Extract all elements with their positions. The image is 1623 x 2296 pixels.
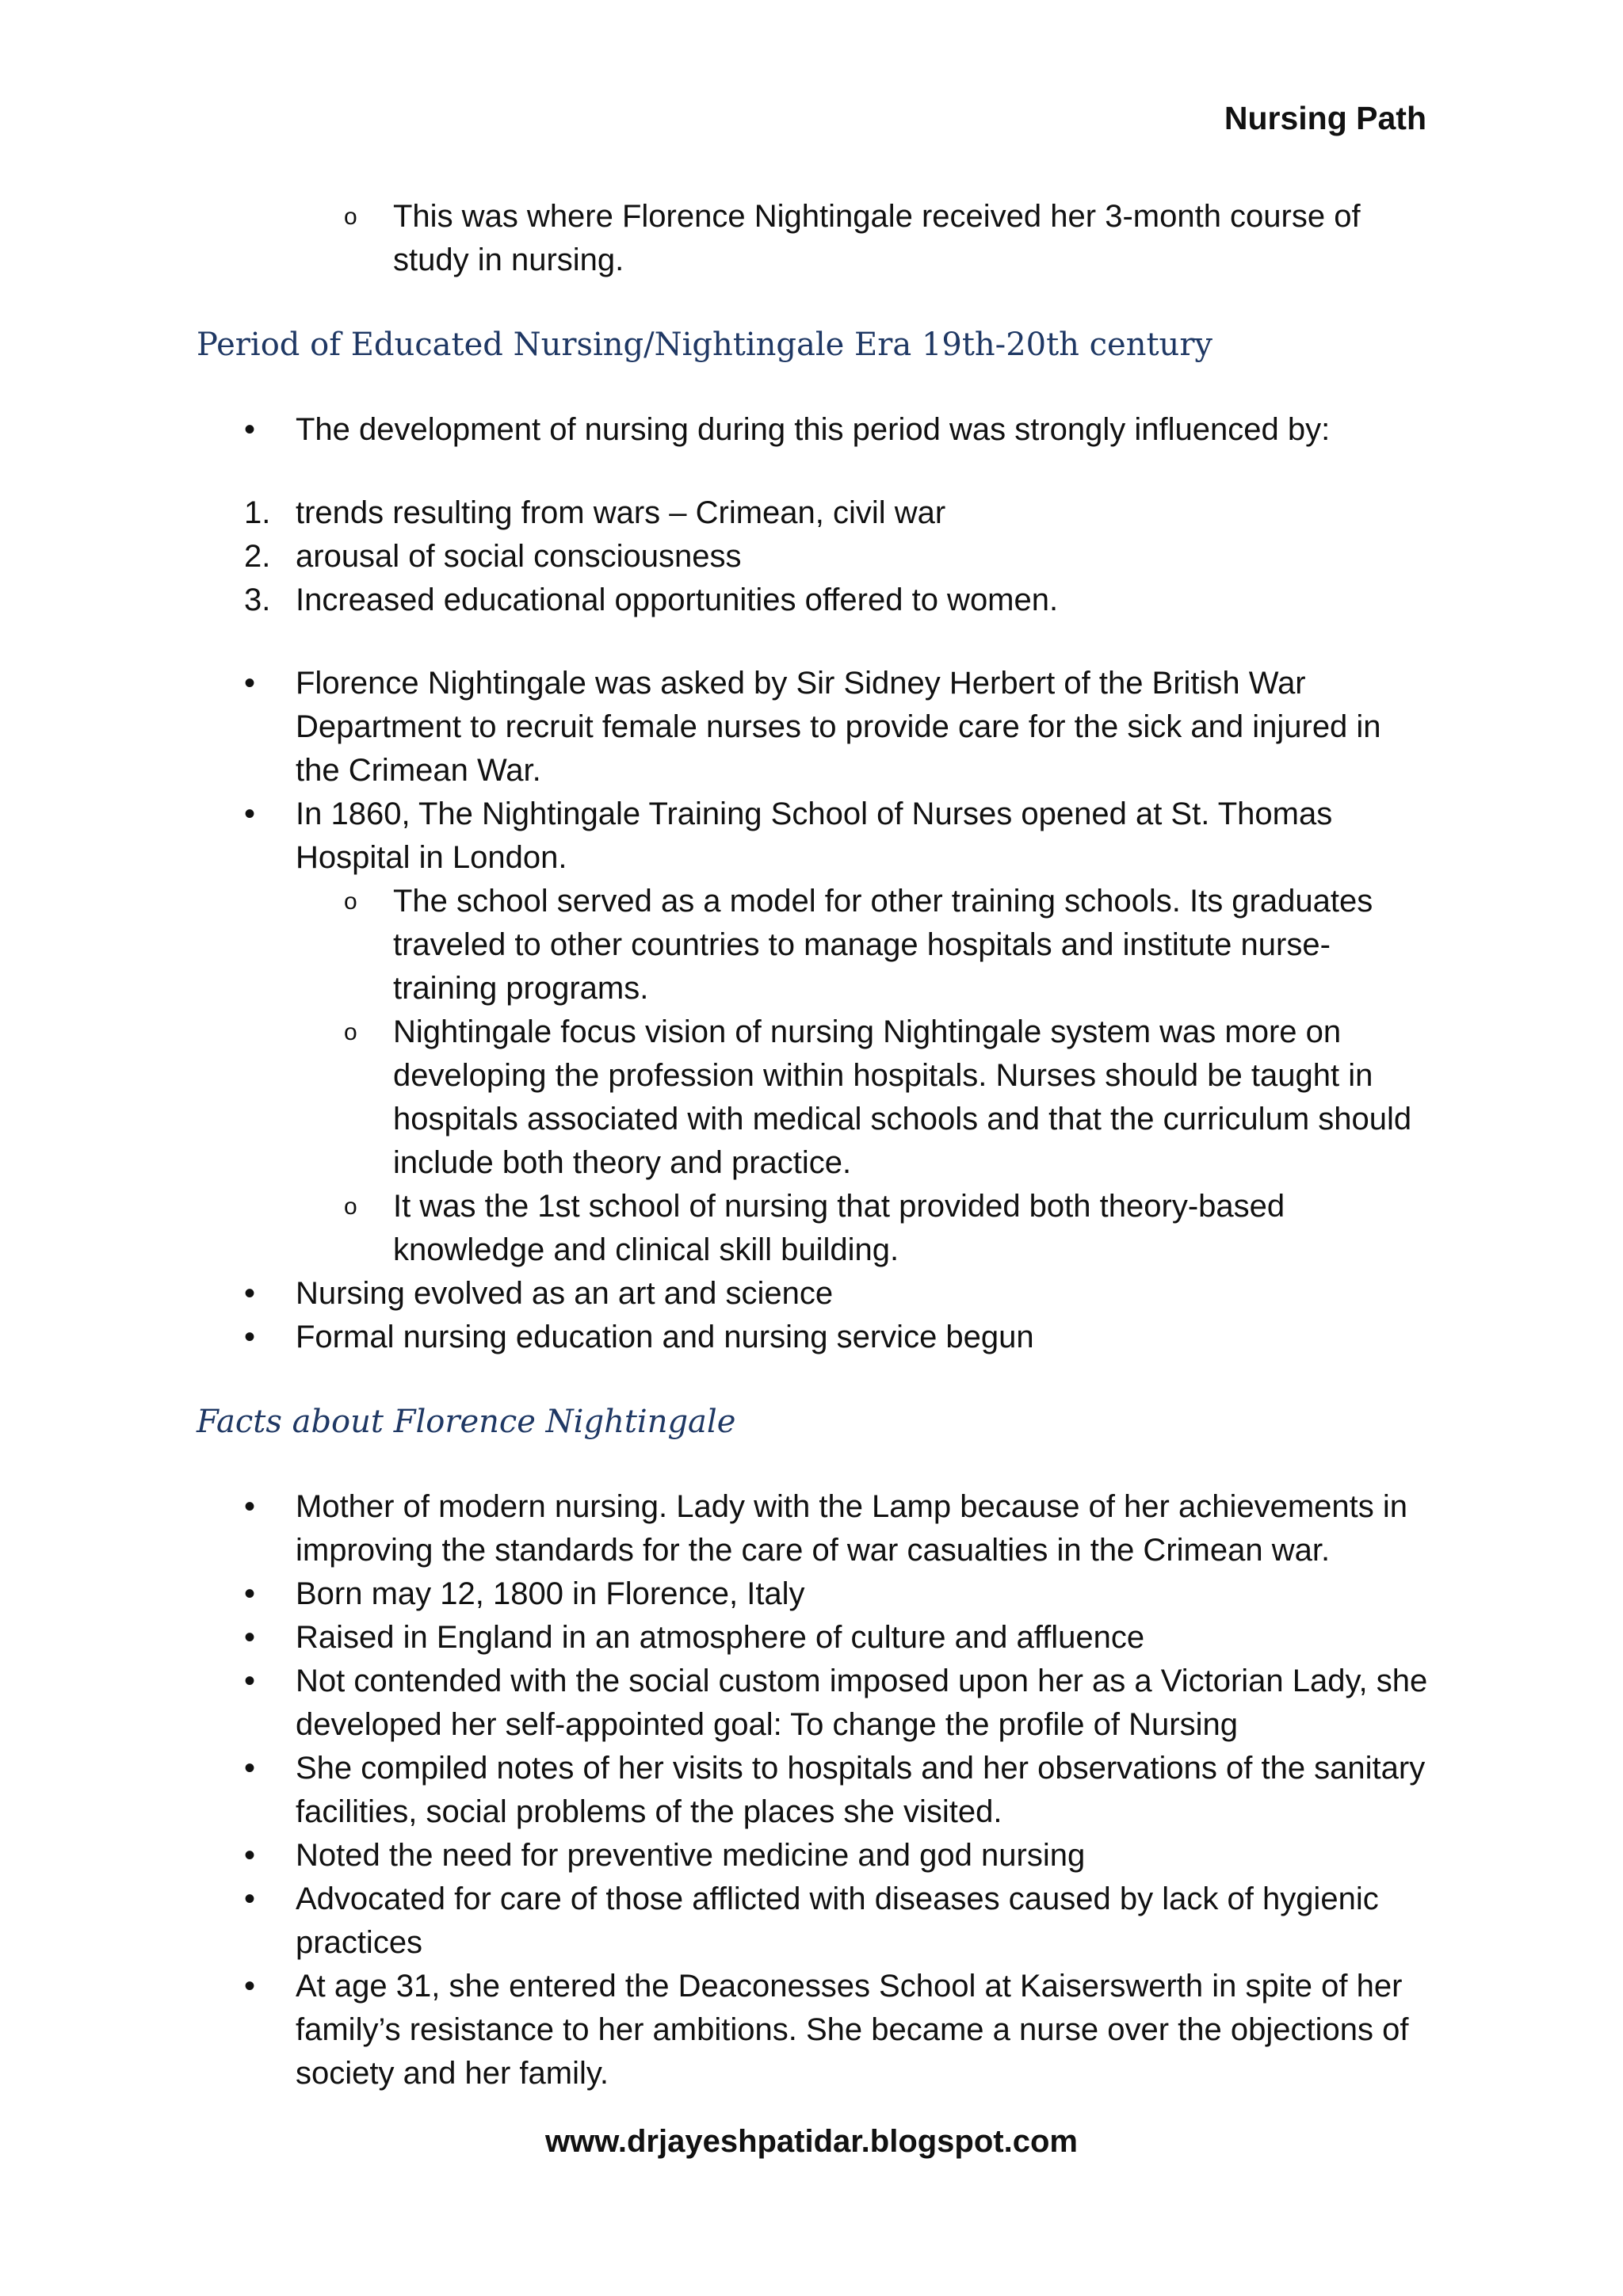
list-number: 2. (244, 539, 271, 574)
section-heading: Facts about Florence Nightingale (197, 1404, 736, 1440)
bullet-icon: • (244, 797, 256, 831)
bullet-text: The development of nursing during this period was strongly influenced by: (296, 412, 1331, 447)
bullet-icon: • (244, 666, 256, 701)
bullet-item (197, 662, 1433, 793)
circle-bullet-icon: o (344, 204, 357, 230)
bullet-text: She compiled notes of her visits to hospitals and her observations of the sanitary facilities, social problems of the places she visited. (296, 1751, 1426, 1829)
bullet-icon: • (244, 1838, 256, 1873)
bullet-text: Florence Nightingale was asked by Sir Sidney Herbert of the British War Department to recruit female nurses to provide care for the sick and injured in the Crimean War. (296, 666, 1381, 788)
sub-bullet-text: The school served as a model for other training schools. Its graduates traveled to other countries to manage hospitals and institute nurse-training programs. (393, 884, 1373, 1006)
bullet-icon: • (244, 1664, 256, 1698)
bullet-item (197, 1878, 1433, 1965)
page-content (197, 195, 1433, 2095)
bullet-text: Formal nursing education and nursing service begun (296, 1320, 1034, 1354)
numbered-text: trends resulting from wars – Crimean, civil war (296, 495, 946, 530)
bullet-text: Mother of modern nursing. Lady with the Lamp because of her achievements in improving the standards for the care of war casualties in the Crimean war. (296, 1489, 1408, 1568)
sub-bullet-text: It was the 1st school of nursing that provided both theory-based knowledge and clinical skill building. (393, 1189, 1285, 1267)
bullet-text: Raised in England in an atmosphere of culture and affluence (296, 1620, 1145, 1655)
bullet-item (197, 1660, 1433, 1747)
circle-bullet-icon: o (344, 888, 357, 915)
sub-bullet-item (197, 1010, 1433, 1185)
bullet-text: In 1860, The Nightingale Training School of Nurses opened at St. Thomas Hospital in London. (296, 797, 1333, 875)
bullet-icon: • (244, 1320, 256, 1354)
bullet-icon: • (244, 1620, 256, 1655)
bullet-icon: • (244, 412, 256, 447)
header-title: Nursing Path (1224, 100, 1426, 136)
bullet-text: Not contended with the social custom imposed upon her as a Victorian Lady, she developed her self-appointed goal: To change the profile of Nursing (296, 1664, 1428, 1742)
bullet-item (197, 1616, 1433, 1660)
bullet-item (197, 408, 1433, 452)
sub-bullet-text: Nightingale focus vision of nursing Nightingale system was more on developing the profession within hospitals. Nurses should be taught in hospitals associated with medical schools and that the curriculum should include both theory and practice. (393, 1014, 1412, 1180)
footer-url: www.drjayeshpatidar.blogspot.com (545, 2124, 1078, 2159)
bullet-text: Born may 12, 1800 in Florence, Italy (296, 1576, 805, 1611)
bullet-icon: • (244, 1751, 256, 1786)
bullet-item (197, 1572, 1433, 1616)
bullet-icon: • (244, 1969, 256, 2004)
bullet-item (197, 1747, 1433, 1834)
bullet-item (197, 1965, 1433, 2095)
circle-bullet-icon: o (344, 1019, 357, 1045)
sub-bullet-text: This was where Florence Nightingale received her 3-month course of study in nursing. (393, 199, 1361, 277)
bullet-text: At age 31, she entered the Deaconesses School at Kaiserswerth in spite of her family’s resistance to her ambitions. She became a nurse over the objections of society and her family. (296, 1969, 1409, 2091)
bullet-icon: • (244, 1276, 256, 1311)
bullet-icon: • (244, 1881, 256, 1916)
sub-bullet-item (197, 880, 1433, 1010)
numbered-item (197, 491, 1433, 535)
numbered-item (197, 535, 1433, 579)
bullet-item (197, 1485, 1433, 1572)
section-heading: Period of Educated Nursing/Nightingale Era 19th-20th century (197, 327, 1213, 363)
bullet-item (197, 1834, 1433, 1878)
numbered-text: Increased educational opportunities offered to women. (296, 583, 1059, 617)
circle-bullet-icon: o (344, 1194, 357, 1220)
bullet-item (197, 1272, 1433, 1316)
numbered-text: arousal of social consciousness (296, 539, 742, 574)
bullet-icon: • (244, 1576, 256, 1611)
bullet-icon: • (244, 1489, 256, 1524)
list-number: 1. (244, 495, 271, 530)
bullet-text: Advocated for care of those afflicted with diseases caused by lack of hygienic practices (296, 1881, 1379, 1960)
bullet-item (197, 793, 1433, 880)
list-number: 3. (244, 583, 271, 617)
bullet-text: Nursing evolved as an art and science (296, 1276, 834, 1311)
bullet-item (197, 1316, 1433, 1359)
bullet-text: Noted the need for preventive medicine and god nursing (296, 1838, 1086, 1873)
sub-bullet-item (197, 195, 1433, 282)
numbered-item (197, 579, 1433, 622)
sub-bullet-item (197, 1185, 1433, 1272)
